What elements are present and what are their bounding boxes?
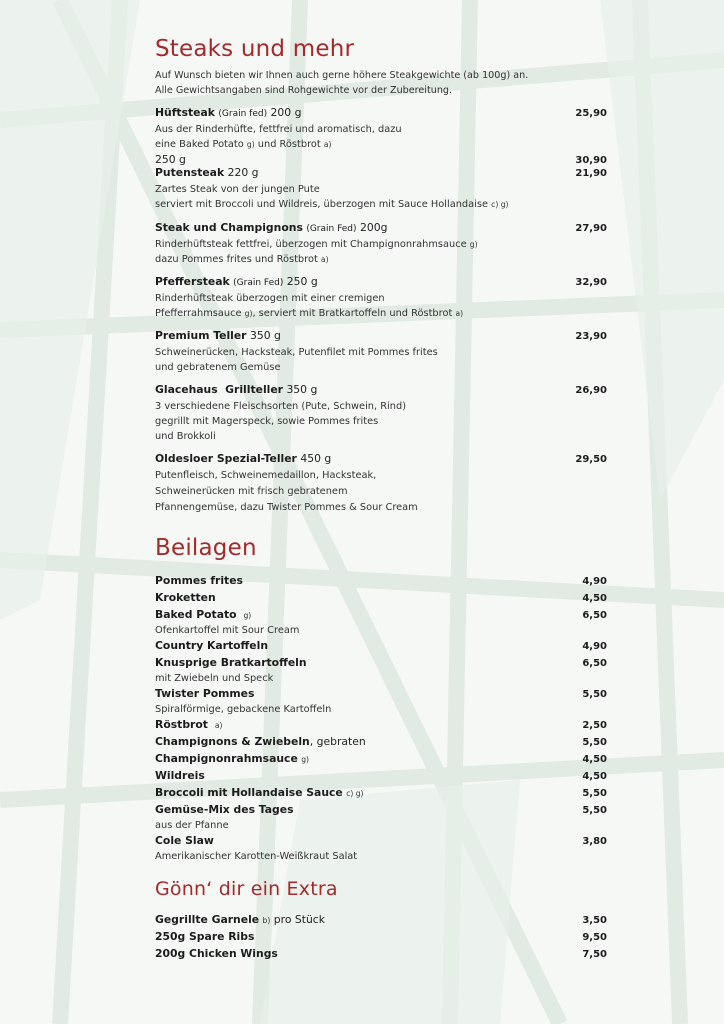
menu-item-hueftsteak: Hüftsteak (Grain fed) 200 g 25,90 Aus der Rinderhüfte, fettfrei und aromatisch, dazu eine Baked Potato g) und Röstbrot a) 250 g 30,90: [155, 105, 607, 169]
list-item: 250g Spare Ribs 9,50: [155, 930, 607, 943]
price: 25,90: [575, 108, 607, 119]
price: 29,50: [575, 454, 607, 465]
list-item: Pommes frites 4,90: [155, 574, 607, 587]
list-item: Country Kartoffeln 4,90: [155, 639, 607, 652]
list-item: Röstbrot a) 2,50: [155, 718, 607, 731]
menu-item-steak-champignons: Steak und Champignons (Grain Fed) 200g 27,90 Rinderhüftsteak fettfrei, überzogen mit Champignonrahmsauce g) dazu Pommes frites und Röstbrot a): [155, 221, 607, 265]
menu-item-oldesloer-teller: Oldesloer Spezial-Teller 450 g 29,50 Putenfleisch, Schweinemedaillon, Hacksteak, Schweinerücken mit frisch gebratenem Pfannengemüse, dazu Twister Pommes & Sour Cream: [155, 452, 607, 513]
list-item: Wildreis 4,50: [155, 769, 607, 782]
price: 32,90: [575, 277, 607, 288]
price: 23,90: [575, 331, 607, 342]
list-item: Kroketten 4,50: [155, 591, 607, 604]
list-item: Broccoli mit Hollandaise Sauce c) g) 5,50: [155, 786, 607, 799]
list-item: Champignons & Zwiebeln, gebraten 5,50: [155, 735, 607, 748]
menu-item-premium-teller: Premium Teller 350 g 23,90 Schweinerücken, Hacksteak, Putenfilet mit Pommes frites und gebratenem Gemüse: [155, 329, 607, 373]
section-title-extra: Gönn‘ dir ein Extra: [155, 878, 338, 900]
section-title-steaks: Steaks und mehr: [155, 36, 355, 62]
price: 21,90: [575, 168, 607, 179]
extra-list: [155, 912, 607, 963]
list-item: 200g Chicken Wings 7,50: [155, 947, 607, 960]
menu-item-putensteak: Putensteak 220 g 21,90 Zartes Steak von der jungen Pute serviert mit Broccoli und Wildreis, überzogen mit Sauce Hollandaise c) g): [155, 166, 607, 210]
list-item: Baked Potato g) 6,50: [155, 608, 607, 621]
list-item: Knusprige Bratkartoffeln 6,50: [155, 656, 607, 669]
steaks-intro: Auf Wunsch bieten wir Ihnen auch gerne höhere Steakgewichte (ab 100g) an. Alle Gewichtsangaben sind Rohgewichte vor der Zubereitung.: [155, 70, 529, 96]
list-item: Twister Pommes 5,50: [155, 687, 607, 700]
list-item: Gemüse-Mix des Tages 5,50: [155, 803, 607, 816]
menu-item-pfeffersteak: Pfeffersteak (Grain Fed) 250 g 32,90 Rinderhüftsteak überzogen mit einer cremigen Pfefferrahmsauce g), serviert mit Bratkartoffeln und Röstbrot a): [155, 275, 607, 319]
menu-item-grillteller: Glacehaus Grillteller 350 g 26,90 3 verschiedene Fleischsorten (Pute, Schwein, Rind) gegrillt mit Magerspeck, sowie Pommes frites und Brokkoli: [155, 383, 607, 442]
price: 27,90: [575, 223, 607, 234]
list-item: Cole Slaw 3,80: [155, 834, 607, 847]
price: 26,90: [575, 385, 607, 396]
price: 30,90: [575, 155, 607, 166]
list-item: Gegrillte Garnele b) pro Stück 3,50: [155, 913, 607, 926]
list-item: Champignonrahmsauce g) 4,50: [155, 752, 607, 765]
section-title-beilagen: Beilagen: [155, 535, 257, 561]
beilagen-list: Pommes frites 4,90 Kroketten 4,50 Baked Potato g) 6,50 Ofenkartoffel mit Sour Cream Country Kartoffeln 4,90 Knusprige Bratkartoffeln 6,50 mit Zwiebeln und Speck Twister Pommes 5,50 Spiralförmige, gebackene Kartoffeln Röstbrot a) 2,50 Champignons & Zwiebeln, gebraten 5,50 Champignonrahmsauce g) 4,50 Wildreis 4,50 Broccoli mit Hollandaise Sauce c) g) 5,50 Gemüse-Mix des Tages 5,50 aus der Pfanne Cole Slaw 3,80 Amerikanischer Karotten-Weißkraut Salat: [155, 574, 607, 862]
